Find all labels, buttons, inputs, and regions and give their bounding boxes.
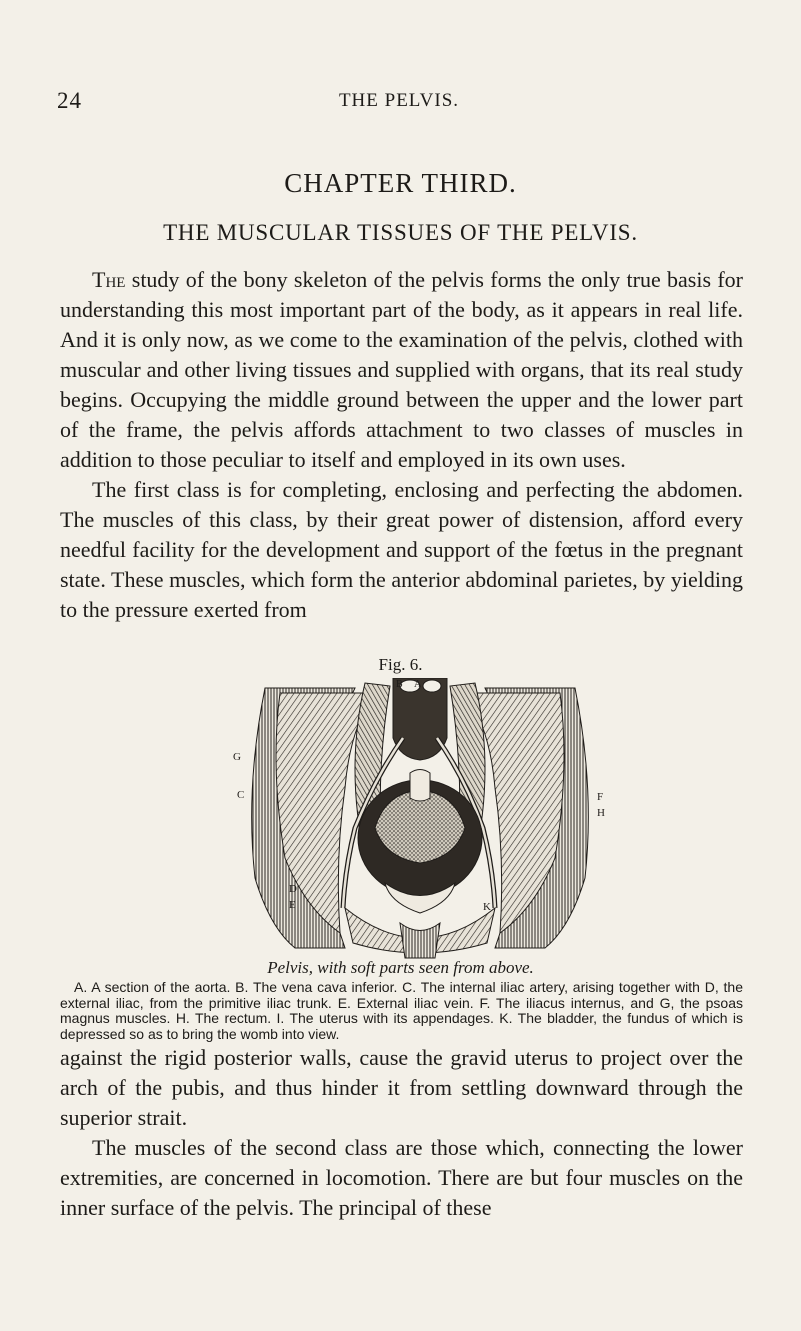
body-text-upper bbox=[60, 265, 743, 625]
letter-b: B bbox=[396, 679, 403, 690]
paragraph-1-text: study of the bony skeleton of the pelvis forms the only true basis for understanding this most important part of the body, as it appears in real life. And it is only now, as we come to the examination of the pelvis, clothed with muscular and other living tissues and supplied with organs, that its real study begins. Occupying the middle ground between the upper and the lower part of the frame, the pelvis affords attachment to two classes of muscles in addition to those peculiar to itself and employed in its own uses. bbox=[60, 267, 743, 472]
section-title: THE MUSCULAR TISSUES OF THE PELVIS. bbox=[163, 220, 638, 245]
letter-e: E bbox=[289, 899, 296, 911]
figure-title: Pelvis, with soft parts seen from above. bbox=[267, 958, 534, 977]
running-head bbox=[57, 88, 741, 114]
figure-label: Fig. 6. bbox=[378, 655, 423, 674]
paragraph-4: The muscles of the second class are those which, connecting the lower extremities, are concerned in locomotion. There are but four muscles on the inner surface of the pelvis. The principal of these bbox=[60, 1135, 743, 1220]
letter-f: F bbox=[597, 791, 604, 803]
page-number: 24 bbox=[57, 88, 82, 113]
chapter-title: CHAPTER THIRD. bbox=[284, 168, 517, 198]
letter-c: C bbox=[237, 789, 245, 801]
paragraph-3: against the rigid posterior walls, cause the gravid uterus to project over the arch of the pubis, and thus hinder it from settling downward through the superior strait. bbox=[60, 1045, 743, 1130]
letter-d: D bbox=[289, 883, 297, 895]
rectum bbox=[410, 770, 430, 802]
letter-g: G bbox=[233, 751, 241, 763]
figure-caption: A. A section of the aorta. B. The vena cava inferior. C. The internal iliac artery, arising together with D, the external iliac, from the primitive iliac trunk. E. External iliac vein. F. The iliacus internus, and G, the psoas magnus muscles. H. The rectum. I. The uterus with its appendages. K. The bladder, the fundus of which is depressed so as to bring the womb into view. bbox=[60, 979, 743, 1042]
paragraph-1-lead: The bbox=[92, 267, 126, 292]
body-text-lower bbox=[60, 1043, 743, 1223]
letter-a: A bbox=[414, 679, 422, 690]
running-title: THE PELVIS. bbox=[338, 90, 460, 111]
paragraph-1 bbox=[60, 265, 743, 475]
letter-h: H bbox=[597, 807, 605, 819]
letter-k: K bbox=[483, 901, 491, 913]
paragraph-2: The first class is for completing, enclosing and perfecting the abdomen. The muscles of this class, by their great power of distension, afford every needful facility for the development and support of the fœtus in the pregnant state. These muscles, which form the anterior abdominal parietes, by yielding to the pressure exerted from bbox=[60, 477, 743, 622]
pelvis-illustration bbox=[225, 678, 615, 960]
